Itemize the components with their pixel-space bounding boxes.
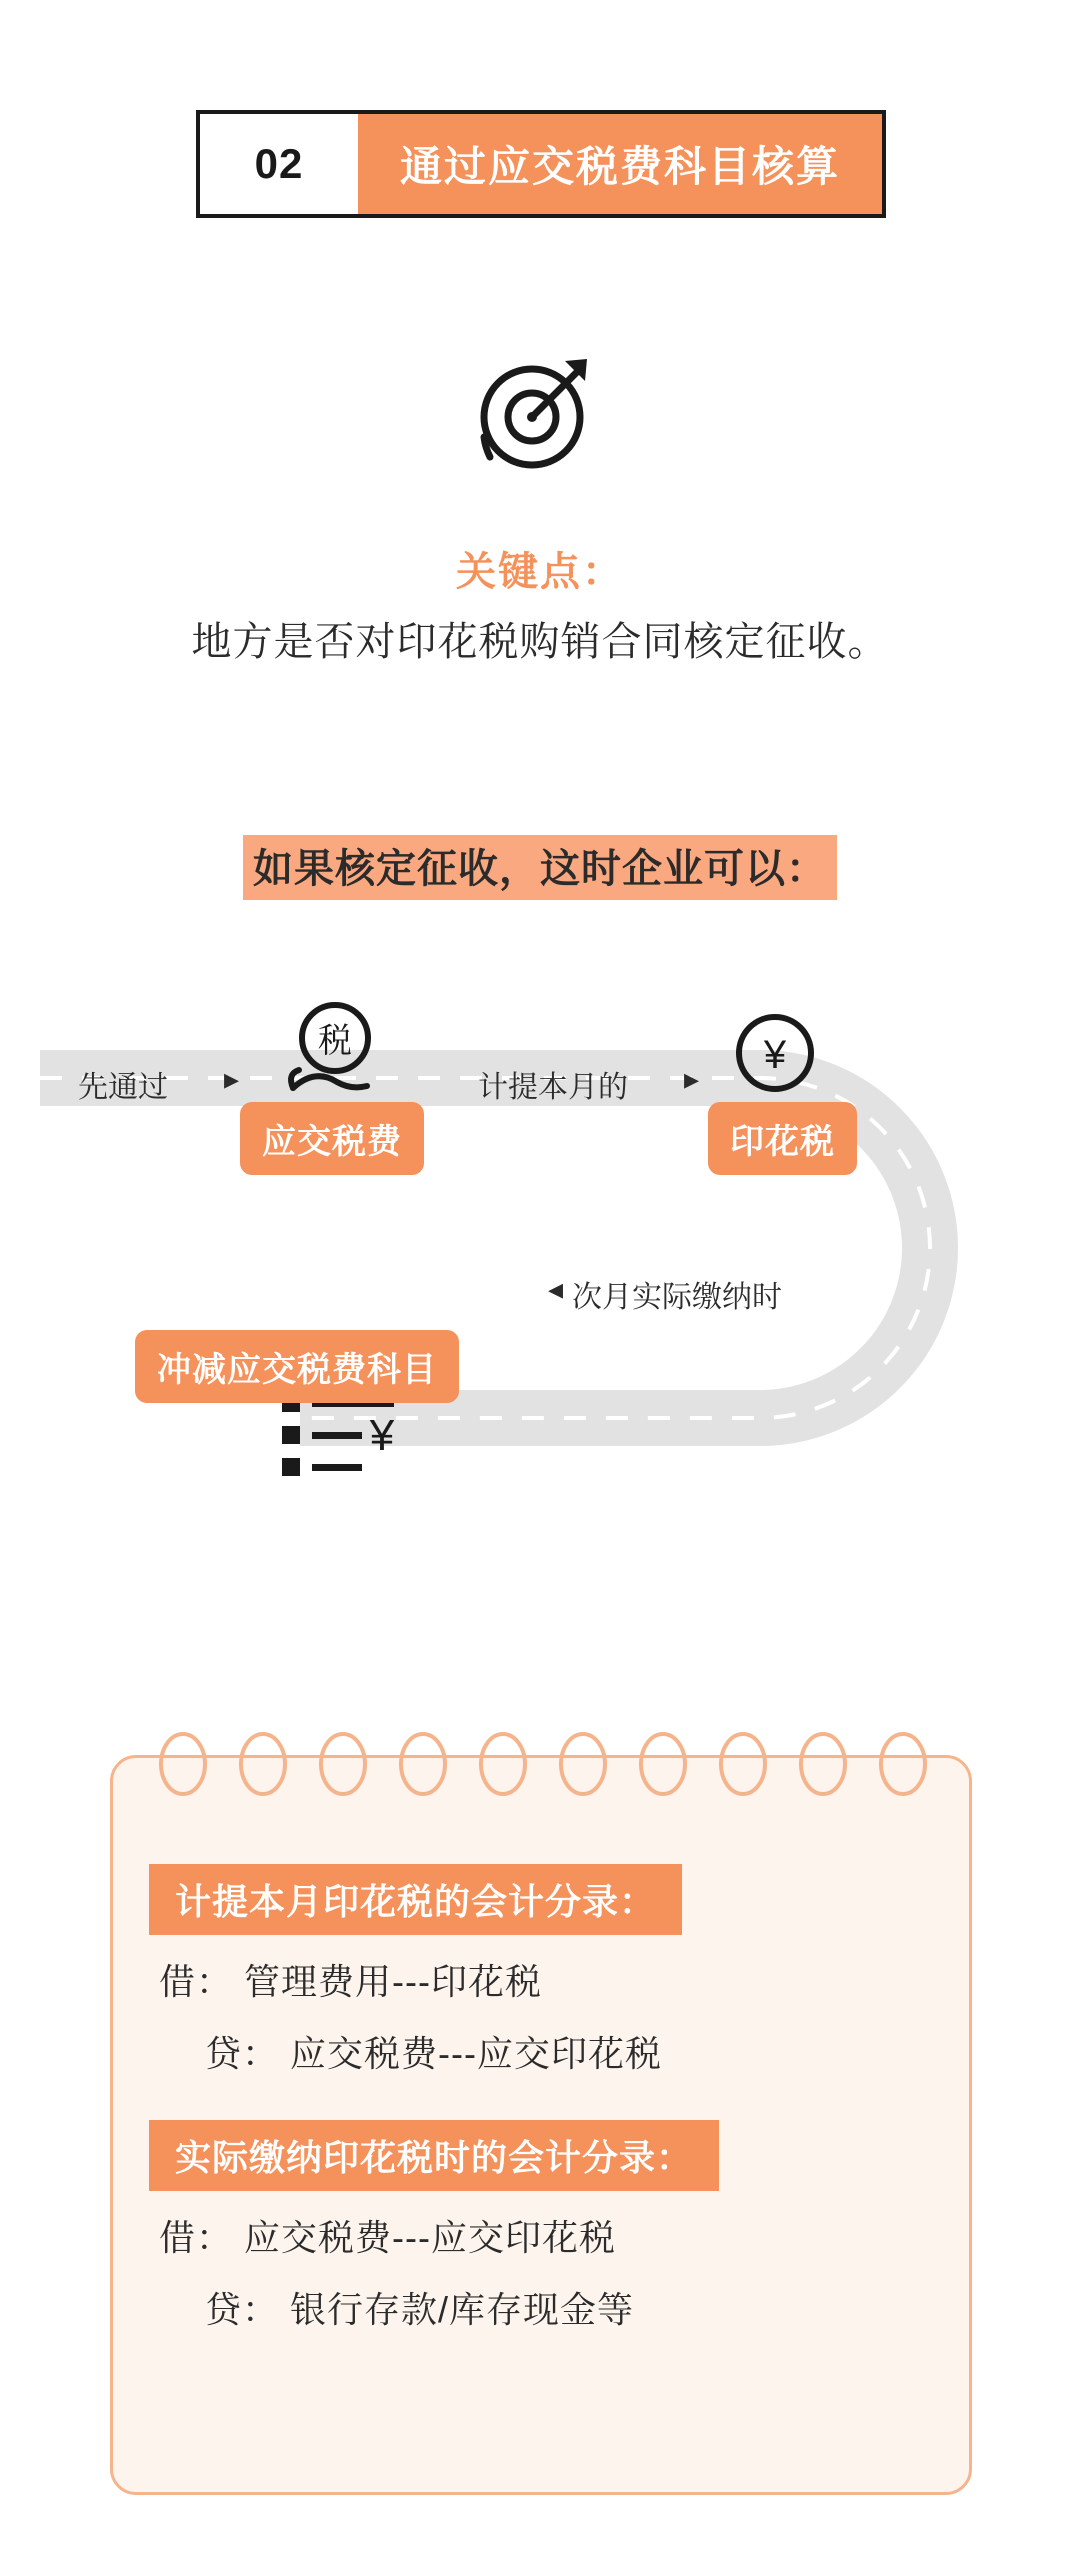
entry1-credit: 贷： 应交税费---应交印花税 <box>205 2033 662 2074</box>
svg-text:¥: ¥ <box>369 1411 395 1460</box>
target-icon <box>470 345 610 475</box>
entry1-debit: 借： 管理费用---印花税 <box>159 1961 542 2002</box>
flow-step2-label: 计提本月的 <box>478 1071 628 1104</box>
section-number: 02 <box>254 140 304 187</box>
highlight-text: 如果核定征收，这时企业可以： <box>243 835 837 900</box>
notebook-rings <box>113 1730 975 1800</box>
yen-circle-icon <box>730 1008 820 1098</box>
section-header <box>196 110 886 218</box>
flow-step3-pill: 冲减应交税费科目 <box>135 1330 459 1403</box>
flow-step2-arrow: ▸ <box>684 1063 700 1096</box>
svg-text:¥: ¥ <box>763 1033 787 1077</box>
entry2-debit: 借： 应交税费---应交印花税 <box>159 2217 616 2258</box>
flow-step1-label: 先通过 <box>78 1071 168 1104</box>
hand-holding-tax-icon <box>275 1000 395 1100</box>
flow-step3-label: 次月实际缴纳时 <box>572 1281 782 1314</box>
entry1-title: 计提本月印花税的会计分录： <box>149 1864 682 1935</box>
entry2-title: 实际缴纳印花税时的会计分录： <box>149 2120 719 2191</box>
keypoint-label: 关键点： <box>456 550 624 594</box>
svg-text:税: 税 <box>318 1022 352 1060</box>
entry2-credit: 贷： 银行存款/库存现金等 <box>205 2289 635 2330</box>
flow-step1-pill: 应交税费 <box>240 1102 424 1175</box>
flow-step3-arrow: ◂ <box>548 1273 564 1306</box>
section-title: 通过应交税费科目核算 <box>358 114 882 214</box>
notebook-card <box>110 1755 972 2495</box>
flow-step2-pill: 印花税 <box>708 1102 857 1175</box>
flow-diagram <box>0 1000 1080 1620</box>
highlight-row <box>0 835 1080 900</box>
flow-step1-arrow: ▸ <box>224 1063 240 1096</box>
keypoint-text: 地方是否对印花税购销合同核定征收。 <box>191 620 889 664</box>
